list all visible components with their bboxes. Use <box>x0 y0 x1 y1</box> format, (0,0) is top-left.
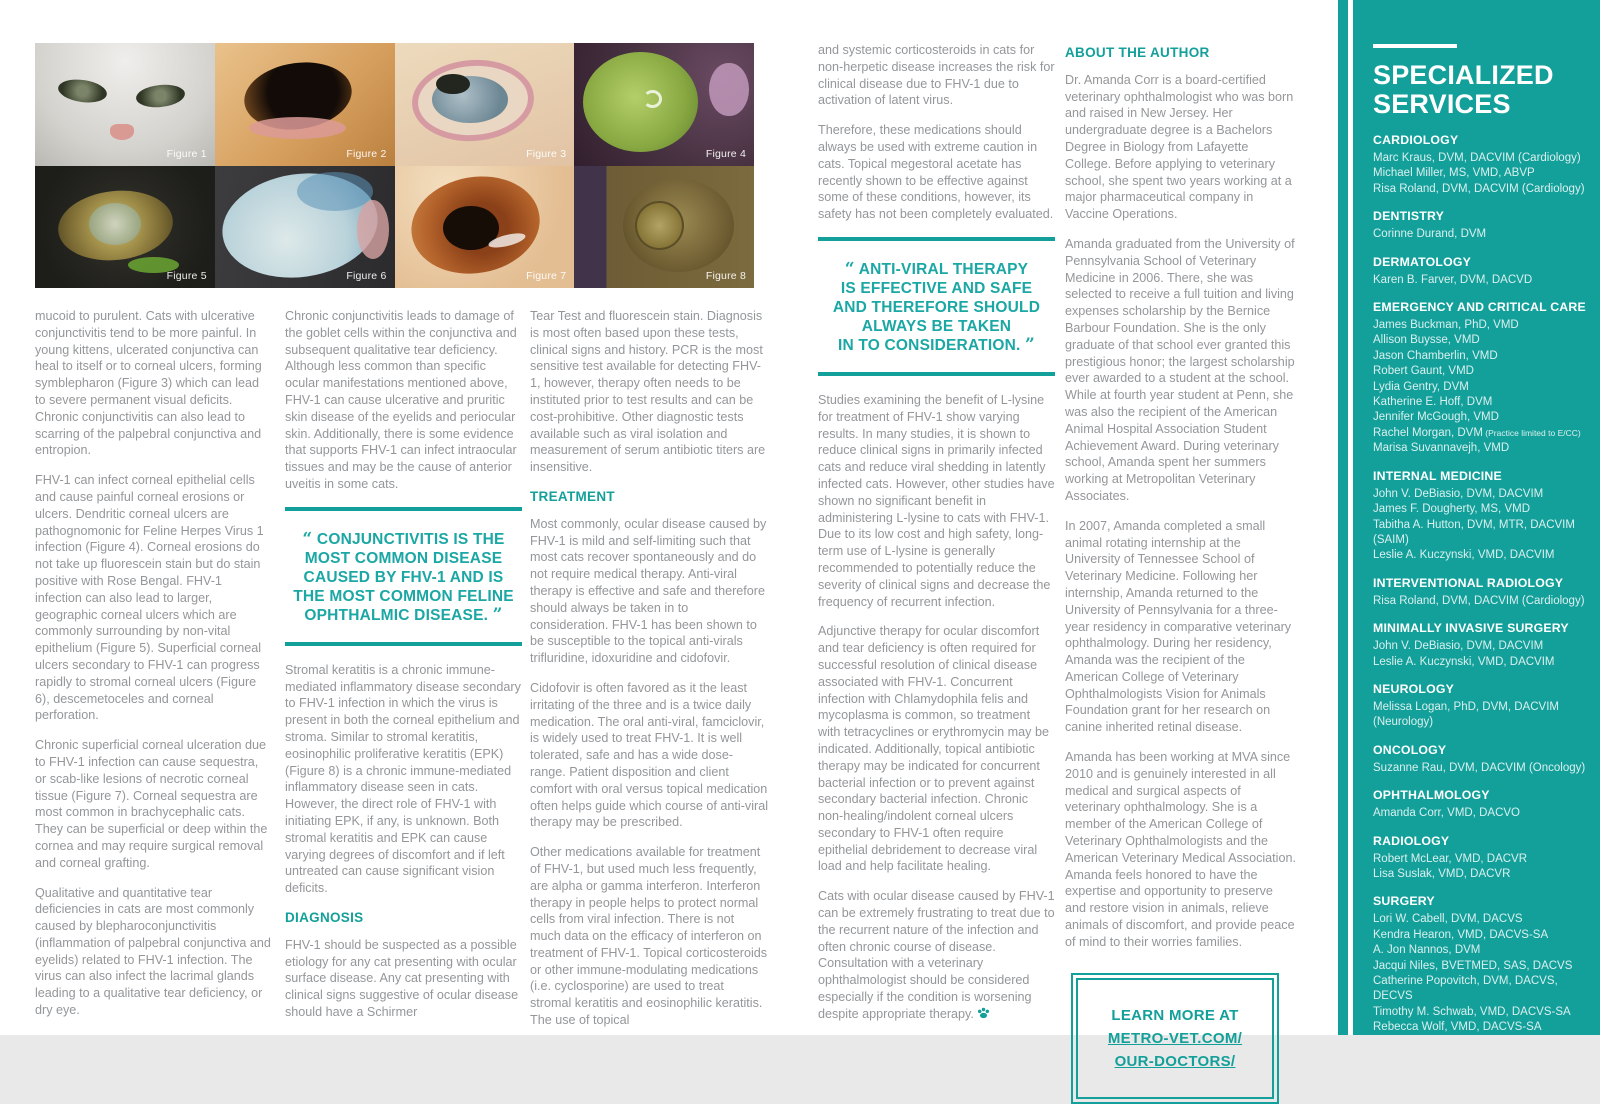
quote-line <box>287 606 520 625</box>
service-section <box>1373 682 1588 731</box>
sidebar-title-line1: SPECIALIZED <box>1373 60 1554 90</box>
service-person: John V. DeBiasio, DVM, DACVIM <box>1373 487 1544 500</box>
service-person: Robert Gaunt, VMD <box>1373 365 1474 378</box>
service-person: Risa Roland, DVM, DACVIM (Cardiology) <box>1373 594 1585 607</box>
quote-line: AND THEREFORE SHOULD <box>832 298 1041 316</box>
paragraph: Tear Test and fluorescein stain. Diagnosis is most often based upon these tests, clinical signs and history. PCR is the most sensitive test available for detecting FHV-1, however, therapy often needs to be instituted prior to test results and can be cost-prohibitive. Other diagnostic tests available such as viral isolation and measurement of serum antibiotic titers are insensitive. <box>530 309 766 475</box>
cat-eye-shape <box>57 76 108 105</box>
sidebar-title-line2: SERVICES <box>1373 89 1511 119</box>
service-people <box>1373 273 1588 288</box>
service-person: Robert McLear, VMD, DACVR <box>1373 852 1528 865</box>
quote-line <box>287 530 520 549</box>
quote-line: THE MOST COMMON FELINE <box>293 587 514 605</box>
article-column-2 <box>285 308 522 1034</box>
service-person: Lydia Gentry, DVM <box>1373 380 1469 393</box>
paw-print-icon <box>977 1007 990 1019</box>
service-person: Risa Roland, DVM, DACVIM (Cardiology) <box>1373 182 1585 195</box>
cat-eye-shape <box>135 82 186 109</box>
service-person: Michael Miller, MS, VMD, ABVP <box>1373 167 1535 180</box>
keratitis-shape <box>635 201 684 250</box>
service-section <box>1373 300 1588 457</box>
paragraph: Most commonly, ocular disease caused by FHV-1 is mild and self-limiting such that most cats recover spontaneously and do not require medical therapy. Anti-viral therapy is effective and safe and therefore should always be taken in to consideration. FHV-1 has been shown to be susceptible to the topical anti-virals trifluridine, idoxuridine and cidofovir. <box>530 516 767 666</box>
services-sections <box>1373 133 1588 1036</box>
service-person: Jason Chamberlin, VMD <box>1373 349 1498 362</box>
specialized-services-sidebar <box>1353 0 1600 1035</box>
service-person: Allison Buysse, VMD <box>1373 334 1480 347</box>
quote-line-text: OPHTHALMIC DISEASE. <box>304 606 489 624</box>
sidebar-title <box>1373 61 1588 119</box>
figure-label: Figure 7 <box>526 270 567 282</box>
service-person: Corinne Durand, DVM <box>1373 228 1487 241</box>
service-person: Katherine E. Hoff, DVM <box>1373 396 1493 409</box>
service-people <box>1373 806 1588 821</box>
service-heading: NEUROLOGY <box>1373 681 1455 696</box>
quote-line <box>820 260 1053 279</box>
service-heading: INTERVENTIONAL RADIOLOGY <box>1373 575 1564 590</box>
service-person: Leslie A. Kuczynski, VMD, DACVIM <box>1373 655 1555 668</box>
quote-line-text: IN TO CONSIDERATION. <box>837 336 1021 354</box>
service-person: Leslie A. Kuczynski, VMD, DACVIM <box>1373 549 1555 562</box>
service-section <box>1373 743 1588 776</box>
pull-quote-conjunctivitis <box>285 507 522 646</box>
figure-photo-8 <box>574 166 754 289</box>
close-quote-mark: ” <box>1025 334 1036 355</box>
paragraph: In 2007, Amanda completed a small animal rotating internship at the University of Tennessee School of Veterinary Medicine. Following her internship, Amanda returned to the University of Pennsylvania for a three-year residency in comparative veterinary ophthalmology. During her residency, Amanda was the recipient of the American College of Veterinary Ophthalmologists Vision for Animals Foundation grant for her research on canine inherited retinal disease. <box>1065 518 1292 735</box>
conjunctiva-shape <box>249 117 346 139</box>
quote-line: CAUSED BY FHV-1 AND IS <box>303 568 504 586</box>
conjunctiva-shape <box>357 200 389 259</box>
figure-photo-5 <box>35 166 215 289</box>
quote-line: IS EFFECTIVE AND SAFE <box>840 279 1033 297</box>
service-person: John V. DeBiasio, DVM, DACVIM <box>1373 640 1544 653</box>
service-section <box>1373 894 1588 1035</box>
service-person: Catherine Popovitch, DVM, DACVS, DECVS <box>1373 975 1558 1003</box>
service-section <box>1373 209 1588 242</box>
service-heading: DERMATOLOGY <box>1373 254 1472 269</box>
service-person: Jennifer McGough, VMD <box>1373 411 1499 424</box>
learn-more-link-path[interactable]: OUR-DOCTORS/ <box>1114 1052 1236 1070</box>
about-the-author-column <box>1065 42 1296 1104</box>
ulcer-shape <box>89 203 141 245</box>
quote-line-text: ANTI-VIRAL THERAPY <box>858 260 1029 278</box>
service-person: Timothy M. Schwab, VMD, DACVS-SA <box>1373 1005 1571 1018</box>
open-quote-mark: “ <box>844 258 855 279</box>
service-heading: OPHTHALMOLOGY <box>1373 788 1490 803</box>
article-column-3 <box>530 308 768 1042</box>
divider-rule <box>818 237 1055 241</box>
paragraph: and systemic corticosteroids in cats for non-herpetic disease increases the risk for clinical disease due to FHV-1 due to activation of latent virus. <box>818 43 1055 108</box>
service-person: Lisa Suslak, VMD, DACVR <box>1373 867 1511 880</box>
service-person: Marisa Suvannavejh, VMD <box>1373 442 1510 455</box>
service-people <box>1373 318 1588 457</box>
service-heading: INTERNAL MEDICINE <box>1373 468 1502 483</box>
divider-rule <box>285 507 522 511</box>
learn-more-label: LEARN MORE AT <box>1111 1006 1239 1024</box>
figure-label: Figure 6 <box>346 270 387 282</box>
figure-grid <box>35 43 754 288</box>
service-heading: EMERGENCY AND CRITICAL CARE <box>1373 300 1586 315</box>
cornea-tint-shape <box>297 172 372 211</box>
paragraph: Cidofovir is often favored as it the least irritating of the three and is a twice daily medication. The oral anti-viral, famciclovir, is widely used to treat FHV-1. It is well tolerated, safe and has a wide dose-range. Patient disposition and client comfort with oral versus topical medication often helps guide which course of anti-viral therapy may be prescribed. <box>530 680 769 830</box>
section-heading-diagnosis: DIAGNOSIS <box>285 909 364 925</box>
learn-more-link-domain[interactable]: METRO-VET.COM/ <box>1107 1029 1243 1047</box>
service-heading: CARDIOLOGY <box>1373 133 1459 147</box>
figure-label: Figure 2 <box>346 147 387 160</box>
figure-label: Figure 5 <box>166 270 207 282</box>
service-people <box>1373 227 1588 242</box>
divider-rule <box>285 642 522 646</box>
paragraph: Chronic superficial corneal ulceration due to FHV-1 infection can cause sequestra, or scab-like lesions of necrotic corneal tissue (Figure 7). Corneal sequestra are most common in brachycephalic cats. They can be superficial or deep within the cornea and may require surgical removal and corneal grafting. <box>35 738 268 870</box>
service-person: Rachel Morgan, DVM (Practice limited to E/CC) <box>1373 426 1581 439</box>
figure-label: Figure 4 <box>705 147 746 160</box>
pull-quote-antiviral <box>818 237 1055 376</box>
figure-photo-2 <box>215 43 395 166</box>
figure-photo-6 <box>215 166 395 289</box>
figure-label: Figure 3 <box>526 147 567 160</box>
stained-cornea-shape <box>583 52 698 152</box>
service-heading: DENTISTRY <box>1373 209 1445 224</box>
sidebar-accent-stripe <box>1338 0 1348 1035</box>
section-heading-about: ABOUT THE AUTHOR <box>1065 45 1210 60</box>
service-section <box>1373 133 1588 197</box>
paragraph: Amanda graduated from the University of Pennsylvania School of Veterinary Medicine in 2006. There, she was selected to receive a full tuition and living expenses scholarship by the Bernice Barbour Foundation. She is the only graduate of that school ever granted this prestigious honor; the largest scholarship ever awarded to a student at the school. While at fourth year student at Penn, she was also the recipient of the American Animal Hospital Association Student Achievement Award. During veterinary school, Amanda spent her summers working at Metropolitan Veterinary Associates. <box>1065 236 1295 503</box>
conjunctiva-shape <box>709 63 749 117</box>
service-person: Marc Kraus, DVM, DACVIM (Cardiology) <box>1373 152 1581 164</box>
service-heading: RADIOLOGY <box>1373 833 1450 848</box>
article-column-1 <box>35 308 272 1032</box>
service-people <box>1373 594 1588 609</box>
quote-line <box>820 336 1053 355</box>
article-column-4 <box>818 42 1055 1036</box>
learn-more-inner <box>1076 978 1274 1099</box>
service-people <box>1373 700 1588 731</box>
service-people <box>1373 912 1588 1035</box>
service-person: Jacqui Niles, BVETMED, SAS, DACVS <box>1373 959 1573 972</box>
service-section <box>1373 576 1588 609</box>
paragraph: Dr. Amanda Corr is a board-certified veterinary ophthalmologist who was born and raised in New Jersey. Her undergraduate degree is a Bachelors Degree in Biology from Lafayette College. Before applying to veterinary school, she spent two years working at a major pharmaceutical company in Vaccine Operations. <box>1065 72 1294 222</box>
paragraph: Adjunctive therapy for ocular discomfort and tear deficiency is often required for successful resolution of clinical disease associated with FHV-1. Concurrent infection with Chlamydophila felis and mycoplasma is common, so treatment with tetracyclines or erythromycin may be indicated. Additionally, topical antibiotic therapy may be indicated for concurrent bacterial infection or to prevent against secondary bacterial infection. Chronic non-healing/indolent corneal ulcers secondary to FHV-1 often require epithelial debridement to decrease viral load and help facilitate healing. <box>818 624 1049 874</box>
service-person: Amanda Corr, VMD, DACVO <box>1373 807 1520 820</box>
service-person: James Buckman, PhD, VMD <box>1373 319 1519 332</box>
divider-rule <box>818 372 1055 376</box>
paragraph <box>818 888 1055 1022</box>
figure-photo-4 <box>574 43 754 166</box>
pull-quote-text <box>818 245 1055 368</box>
figure-label: Figure 1 <box>166 147 207 160</box>
sidebar-top-rule <box>1373 44 1457 48</box>
paragraph: Therefore, these medications should always be used with extreme caution in cats. Topical megestoral acetate has recently shown to be effective against some of these conditions, however, its safety has not been completely evaluated. <box>818 123 1054 222</box>
paragraph: Studies examining the benefit of L-lysine for treatment of FHV-1 show varying results. In many studies, it is shown to reduce clinical signs in primarily infected cats and reduce viral shedding in latently infected cats. However, other studies have shown no significant benefit in administering L-lysine to cats with FHV-1. Due to its low cost and high safety, long-term use of L-lysine is generally recommended to potentially reduce the severity of clinical signs and decrease the frequency of recurrent infection. <box>818 392 1055 609</box>
service-person: Kendra Hearon, VMD, DACVS-SA <box>1373 928 1549 941</box>
paragraph: Other medications available for treatment of FHV-1, but used much less frequently, are alpha or gamma interferon. Interferon therapy in people helps to protect normal cells from viral infection. There is not much data on the efficacy of interferon on treatment of FHV-1. Topical corticosteroids or other immune-modulating medications (i.e. cyclosporine) are used to treat stromal keratitis and eosinophilic keratitis. The use of topical <box>530 845 768 1028</box>
paragraph: Chronic conjunctivitis leads to damage of the goblet cells within the conjunctiva and subsequent qualitative tear deficiency. Although less common than specific ocular manifestations mentioned above, FHV-1 can cause ulcerative and pruritic skin disease of the eyelids and periocular skin. Additionally, there is some evidence that supports FHV-1 can infect intraocular tissues and may be the cause of anterior uveitis in some cats. <box>285 309 517 491</box>
service-person: A. Jon Nannos, DVM <box>1373 944 1481 957</box>
service-person: Karen B. Farver, DVM, DACVD <box>1373 273 1533 286</box>
service-people <box>1373 639 1588 670</box>
service-people <box>1373 151 1588 197</box>
service-person: Tabitha A. Hutton, DVM, MTR, DACVIM (SAIM) <box>1373 518 1575 546</box>
service-person: Suzanne Rau, DVM, DACVIM (Oncology) <box>1373 761 1586 774</box>
service-heading: ONCOLOGY <box>1373 742 1447 757</box>
paragraph: Amanda has been working at MVA since 2010 and is genuinely interested in all medical and surgical aspects of veterinary ophthalmology. She is a member of the American College of Veterinary Ophthalmologists and the American Veterinary Medical Association. Amanda feels honored to have the expertise and opportunity to preserve and restore vision in animals, relieve animals of discomfort, and provide peace of mind to their worries families. <box>1065 750 1296 949</box>
figure-photo-3 <box>395 43 575 166</box>
quote-line-text: CONJUNCTIVITIS IS THE <box>316 530 505 548</box>
service-section <box>1373 621 1588 670</box>
service-section <box>1373 834 1588 883</box>
service-person: Lori W. Cabell, DVM, DACVS <box>1373 913 1523 926</box>
service-section <box>1373 469 1588 564</box>
service-section <box>1373 255 1588 288</box>
paragraph: Qualitative and quantitative tear deficiencies in cats are most commonly caused by blepharoconjunctivitis (inflammation of palpebral conjunctiva and eyelids) related to FHV-1 infection. The virus can also infect the lacrimal glands leading to a qualitative tear deficiency, or dry eye. <box>35 885 271 1018</box>
open-quote-mark: “ <box>302 528 313 549</box>
learn-more-box[interactable] <box>1071 973 1279 1104</box>
service-people <box>1373 761 1588 776</box>
paragraph: Stromal keratitis is a chronic immune-mediated inflammatory disease secondary to FHV-1 infection in which the virus is present in both the corneal epithelium and stroma. Similar to stromal keratitis, eosinophilic proliferative keratitis (EPK) (Figure 8) is a chronic immune-mediated inflammatory disease seen in cats. However, the direct role of FHV-1 with initiating EPK, if any, is unknown. Both stromal keratitis and EPK can cause varying degrees of discomfort and if left untreated can cause significant vision deficits. <box>285 662 521 896</box>
figure-photo-1 <box>35 43 215 166</box>
paragraph: mucoid to purulent. Cats with ulcerative conjunctivitis tend to be more painful. In young kittens, ulcerated conjunctiva can heal to itself or to corneal ulcers, forming symblepharon (Figure 3) which can lead to severe permanent visual deficits. Chronic conjunctivitis can also lead to scarring of the palpebral conjunctiva and entropion. <box>35 309 262 458</box>
paragraph: FHV-1 can infect corneal epithelial cells and cause painful corneal erosions or ulcers. Dendritic corneal ulcers are pathognomonic for Feline Herpes Virus 1 infection (Figure 4). Corneal erosions do not take up fluorescein stain but do stain positive with Rose Bengal. FHV-1 infection can also lead to larger, geographic corneal ulcers which are commonly surrounding by non-vital epithelium (Figure 5). Superficial corneal ulcers secondary to FHV-1 can progress rapidly to stromal corneal ulcers (Figure 6), descemetoceles and corneal perforation. <box>35 473 264 723</box>
service-section <box>1373 788 1588 821</box>
figure-photo-7 <box>395 166 575 289</box>
cat-nose-shape <box>110 124 133 140</box>
close-quote-mark: ” <box>492 604 503 625</box>
service-people <box>1373 487 1588 564</box>
service-heading: MINIMALLY INVASIVE SURGERY <box>1373 621 1569 636</box>
service-person-note: (Practice limited to E/CC) <box>1482 427 1581 438</box>
service-person: Rebecca Wolf, VMD, DACVS-SA <box>1373 1021 1542 1034</box>
paragraph-text: Cats with ocular disease caused by FHV-1 can be extremely frustrating to treat due to the recurrent nature of the infection and often chronic course of disease. Consultation with a veterinary ophthalmologist should be considered especially if the condition is worsening despite appropriate therapy. <box>818 889 1055 1021</box>
service-heading: SURGERY <box>1373 894 1435 909</box>
quote-line: MOST COMMON DISEASE <box>304 549 503 567</box>
pull-quote-text <box>285 515 522 638</box>
figure-label: Figure 8 <box>705 270 746 282</box>
section-heading-treatment: TREATMENT <box>530 488 615 504</box>
service-people <box>1373 852 1588 883</box>
service-person: James F. Dougherty, MS, VMD <box>1373 503 1530 516</box>
quote-line: ALWAYS BE TAKEN <box>861 317 1012 335</box>
paragraph: FHV-1 should be suspected as a possible etiology for any cat presenting with ocular surface disease. Any cat presenting with clinical signs suggestive of ocular disease should have a Schirmer <box>285 937 519 1019</box>
service-person: Melissa Logan, PhD, DVM, DACVIM (Neurology) <box>1373 700 1559 729</box>
highlight-shape <box>643 90 663 108</box>
